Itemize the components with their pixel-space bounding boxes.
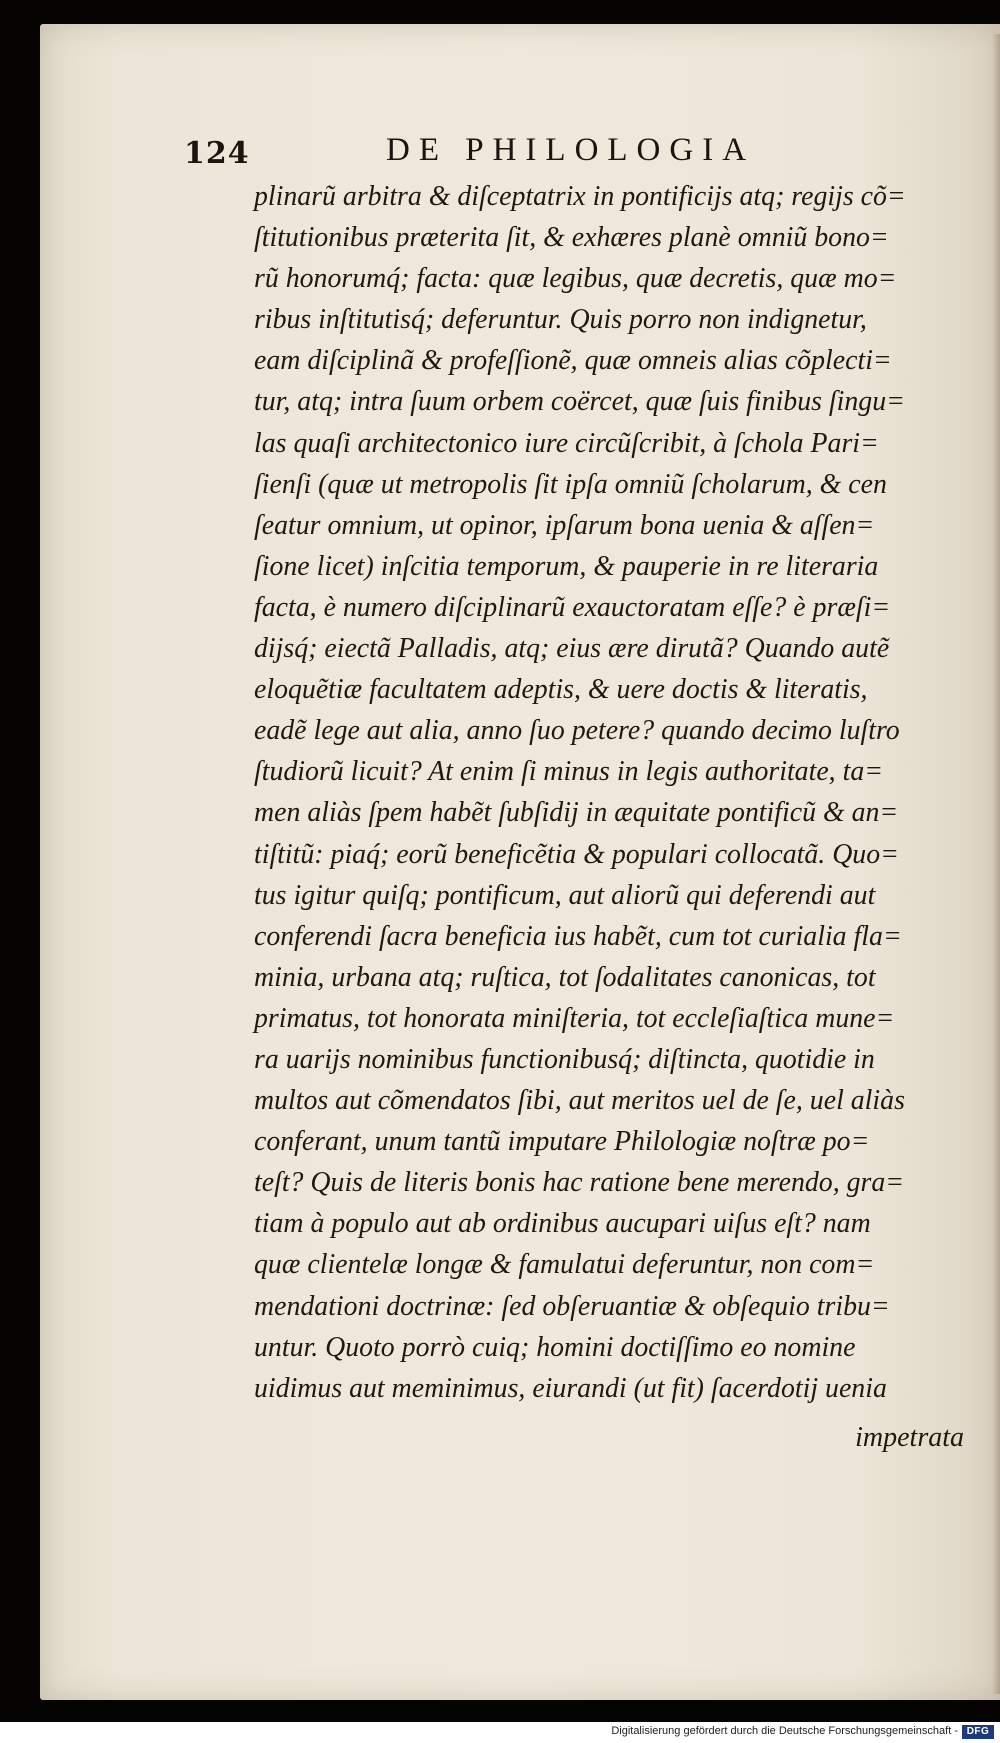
text-line: quæ clientelæ longæ & famulatui deferuntur, non com=: [254, 1249, 875, 1281]
text-line: ſtitutionibus præterita ſit, & exhæres planè omniũ bono=: [254, 222, 889, 254]
text-line: tus igitur quiſq; pontificum, aut aliorũ qui deferendi aut: [254, 879, 876, 911]
text-line: multos aut cõmendatos ſibi, aut meritos uel de ſe, uel aliàs: [254, 1085, 905, 1117]
text-line: ſtudiorũ licuit? At enim ſi minus in legis authoritate, ta=: [254, 756, 884, 788]
text-line: eloquẽtiæ facultatem adeptis, & uere doctis & literatis,: [254, 674, 868, 706]
text-line: rũ honorumq́; facta: quæ legibus, quæ decretis, quæ mo=: [254, 263, 897, 295]
text-line: conferant, unum tantũ imputare Philologiæ noſtræ po=: [254, 1126, 870, 1158]
page-number: 124: [184, 136, 250, 171]
text-line: eadẽ lege aut alia, anno ſuo petere? quando decimo luſtro: [254, 715, 900, 747]
text-line: tiam à populo aut ab ordinibus aucupari uiſus eſt? nam: [254, 1208, 871, 1240]
dfg-logo: DFG: [962, 1725, 994, 1739]
text-line: mendationi doctrinæ: ſed obſeruantiæ & obſequio tribu=: [254, 1290, 890, 1322]
text-line: dijsq́; eiectã Palladis, atq; eius ære dirutã? Quando autẽ: [254, 633, 890, 665]
text-line: tur, atq; intra ſuum orbem coërcet, quæ ſuis finibus ſingu=: [254, 386, 905, 418]
text-line: facta, è numero diſciplinarũ exauctoratam eſſe? è præſi=: [254, 591, 891, 623]
text-line: ſione licet) inſcitia temporum, & pauperie in re literaria: [254, 550, 879, 582]
text-line: ribus inſtitutisq́; deferuntur. Quis porro non indignetur,: [254, 304, 867, 336]
text-line: uidimus aut meminimus, eiurandi (ut fit) ſacerdotij uenia: [254, 1372, 887, 1404]
text-line: untur. Quoto porrò cuiq; homini doctiſſimo eo nomine: [254, 1331, 856, 1363]
text-line: men aliàs ſpem habẽt ſubſidij in æquitate pontificũ & an=: [254, 797, 899, 829]
text-line: conferendi ſacra beneficia ius habẽt, cum tot curialia fla=: [254, 920, 902, 952]
text-line: ſienſi (quæ ut metropolis ſit ipſa omniũ ſcholarum, & cen: [254, 468, 887, 500]
text-line: minia, urbana atq; ruſtica, tot ſodalitates canonicas, tot: [254, 961, 876, 993]
text-line: plinarũ arbitra & diſceptatrix in pontificijs atq; regijs cõ=: [254, 181, 906, 212]
text-line: ra uarijs nominibus functionibusq́; diſtincta, quotidie in: [254, 1043, 875, 1075]
running-head: DE PHILOLOGIA: [386, 132, 756, 168]
text-line: las quaſi architectonico iure circũſcribit, à ſchola Pari=: [254, 427, 879, 459]
text-line: primatus, tot honorata miniſteria, tot eccleſiaſtica mune=: [254, 1002, 895, 1034]
text-line: teſt? Quis de literis bonis hac ratione bene merendo, gra=: [254, 1167, 905, 1199]
footer-bar: [0, 1722, 1000, 1743]
page-edge-shadow: [992, 34, 1000, 1694]
text-line: eam diſciplinã & profeſſionẽ, quæ omneis alias cõplecti=: [254, 345, 892, 377]
catchword: impetrata: [855, 1422, 964, 1453]
text-line: tiſtitũ: piaq́; eorũ beneficẽtia & populari collocatã. Quo=: [254, 838, 899, 870]
text-line: ſeatur omnium, ut opinor, ipſarum bona uenia & aſſen=: [254, 509, 875, 541]
funding-credit: Digitalisierung gefördert durch die Deutsche Forschungsgemeinschaft -: [611, 1725, 958, 1737]
body-text: [254, 176, 964, 1409]
